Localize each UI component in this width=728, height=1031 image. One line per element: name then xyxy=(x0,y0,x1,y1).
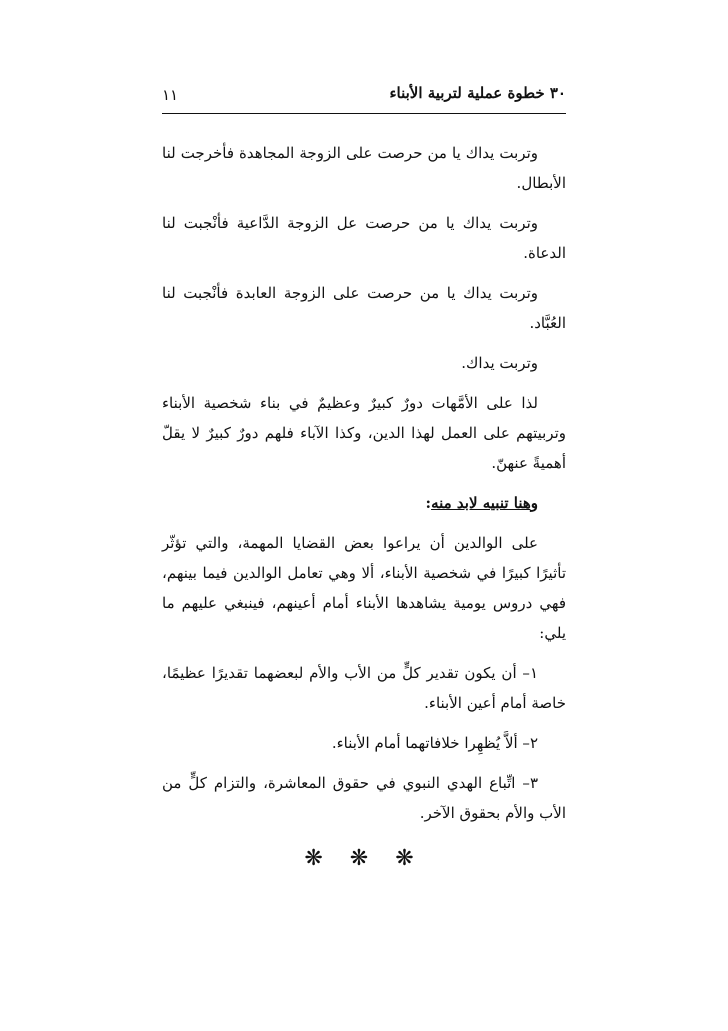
section-heading-colon: : xyxy=(425,494,432,512)
paragraph-5: لذا على الأمَّهات دورٌ كبيرٌ وعظيمٌ في بناء شخصية الأبناء وتربيتهم على العمل لهذا الدين، وكذا الآباء فلهم دورٌ كبيرٌ لا يقلّ أهميةً عنهنّ. xyxy=(162,394,566,472)
paragraph-1: وتربت يداك يا من حرصت على الزوجة المجاهدة فأخرجت لنا الأبطال. xyxy=(162,144,566,192)
page-body xyxy=(162,138,566,871)
running-title: ٣٠ خطوة عملية لتربية الأبناء xyxy=(389,84,566,102)
paragraph-3: وتربت يداك يا من حرصت على الزوجة العابدة فأنْجبت لنا العُبَّاد. xyxy=(162,284,566,332)
section-separator: ❋ ❋ ❋ xyxy=(304,846,424,871)
paragraph-4: وتربت يداك. xyxy=(461,354,538,372)
list-item-3: ٣– اتِّباع الهدي النبوي في حقوق المعاشرة، والتزام كلٍّ من الأب والأم بحقوق الآخر. xyxy=(162,774,566,822)
section-heading xyxy=(162,488,566,518)
section-heading-text: وهنا تنبيه لابد منه xyxy=(431,494,538,512)
paragraph-6: على الوالدين أن يراعوا بعض القضايا المهمة، والتي تؤثّر تأثيرًا كبيرًا في شخصية الأبناء، ألا وهي تعامل الوالدين فيما بينهم، فهي دروس يومية يشاهدها الأبناء أمام أعينهم، فينبغي عليهم ما يلي: xyxy=(162,534,566,642)
book-page xyxy=(162,80,566,871)
list-item-1: ١– أن يكون تقدير كلٍّ من الأب والأم لبعضهما تقديرًا عظيمًا، خاصة أمام أعين الأبناء. xyxy=(162,664,566,712)
paragraph-2: وتربت يداك يا من حرصت عل الزوجة الدَّاعية فأنْجبت لنا الدعاة. xyxy=(162,214,566,262)
page-number: ١١ xyxy=(162,86,179,104)
list-item-2: ٢– ألاَّ يُظهِرا خلافاتهما أمام الأبناء. xyxy=(331,734,538,752)
page-header xyxy=(162,84,566,110)
header-divider xyxy=(162,113,566,114)
